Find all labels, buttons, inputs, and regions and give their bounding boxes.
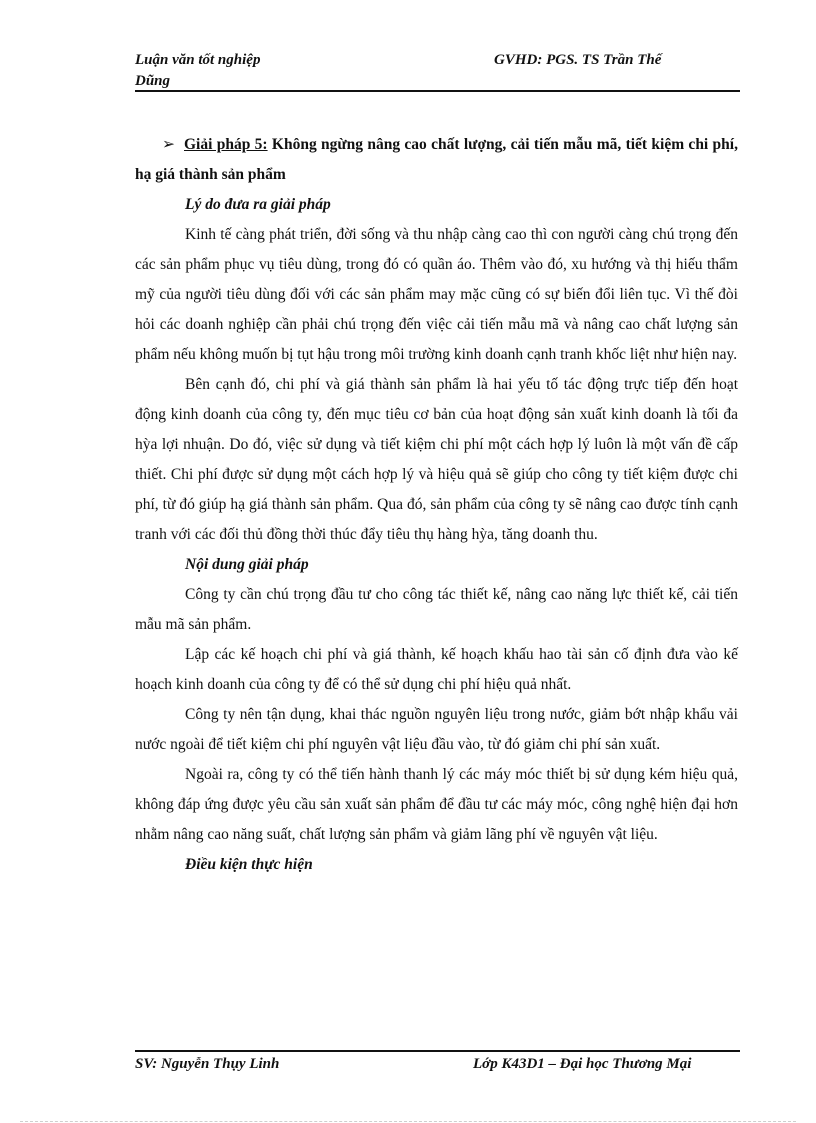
paragraph: Công ty nên tận dụng, khai thác nguồn nguyên liệu trong nước, giảm bớt nhập khẩu vải nước ngoài để tiết kiệm chi phí nguyên vật liệu đầu vào, từ đó giảm chi phí sản xuất.	[135, 706, 738, 753]
section-title-content: Nội dung giải pháp	[185, 556, 309, 573]
paragraph: Công ty cần chú trọng đầu tư cho công tác thiết kế, nâng cao năng lực thiết kế, cải tiến mẫu mã sản phẩm.	[135, 586, 738, 633]
footer-rule	[135, 1050, 740, 1052]
paragraph: Bên cạnh đó, chi phí và giá thành sản phẩm là hai yếu tố tác động trực tiếp đến hoạt động kinh doanh của công ty, đến mục tiêu cơ bản của hoạt động sản xuất kinh doanh là tối đa hỳa lợi nhuận. Do đó, việc sử dụng và tiết kiệm chi phí một cách hợp lý luôn là một vấn đề cấp thiết. Chi phí được sử dụng một cách hợp lý và hiệu quả sẽ giúp cho công ty tiết kiệm được chi phí, từ đó giúp hạ giá thành sản phẩm. Qua đó, sản phẩm của công ty sẽ nâng cao được tính cạnh tranh với các đối thủ đồng thời thúc đẩy tiêu thụ hàng hỳa, tăng doanh thu.	[135, 376, 738, 543]
solution-label: Giải pháp 5:	[184, 136, 268, 153]
solution-heading	[135, 130, 738, 190]
header-rule	[135, 90, 740, 92]
running-header-title	[135, 50, 260, 92]
section-title-conditions: Điều kiện thực hiện	[185, 856, 313, 873]
paragraph: Kinh tế càng phát triển, đời sống và thu nhập càng cao thì con người càng chú trọng đến các sản phẩm phục vụ tiêu dùng, trong đó có quần áo. Thêm vào đó, xu hướng và thị hiếu thẩm mỹ của người tiêu dùng đối với các sản phẩm may mặc cũng có sự biến đổi liên tục. Vì thế đòi hỏi các doanh nghiệp cần phải chú trọng đến việc cải tiến mẫu mã và nâng cao chất lượng sản phẩm nếu không muốn bị tụt hậu trong môi trường kinh doanh cạnh tranh khốc liệt như hiện nay.	[135, 226, 738, 363]
paragraph: Lập các kế hoạch chi phí và giá thành, kế hoạch khấu hao tài sản cố định đưa vào kế hoạch kinh doanh của công ty để có thể sử dụng chi phí hiệu quả nhất.	[135, 646, 738, 693]
section-title-rationale: Lý do đưa ra giải pháp	[185, 196, 331, 213]
footer-student: SV: Nguyễn Thụy Linh	[135, 1056, 280, 1072]
paragraph: Ngoài ra, công ty có thể tiến hành thanh lý các máy móc thiết bị sử dụng kém hiệu quả, không đáp ứng được yêu cầu sản xuất sản phẩm để đầu tư các máy móc, công nghệ hiện đại hơn nhằm nâng cao năng suất, chất lượng sản phẩm và giảm lãng phí về nguyên vật liệu.	[135, 766, 738, 843]
page-body	[135, 130, 738, 880]
header-title-line2: Dũng	[135, 73, 171, 89]
solution-title: Không ngừng nâng cao chất lượng, cải tiến mẫu mã, tiết kiệm chi phí, hạ giá thành sản phẩm	[135, 136, 738, 183]
page-edge-divider	[20, 1121, 796, 1122]
arrow-bullet-icon: ➢	[162, 136, 175, 153]
footer-class-school: Lớp K43D1 – Đại học Thương Mại	[473, 1056, 692, 1072]
header-title-line1: Luận văn tốt nghiệp	[135, 52, 261, 68]
running-header-advisor: GVHD: PGS. TS Trần Thế	[494, 52, 662, 68]
